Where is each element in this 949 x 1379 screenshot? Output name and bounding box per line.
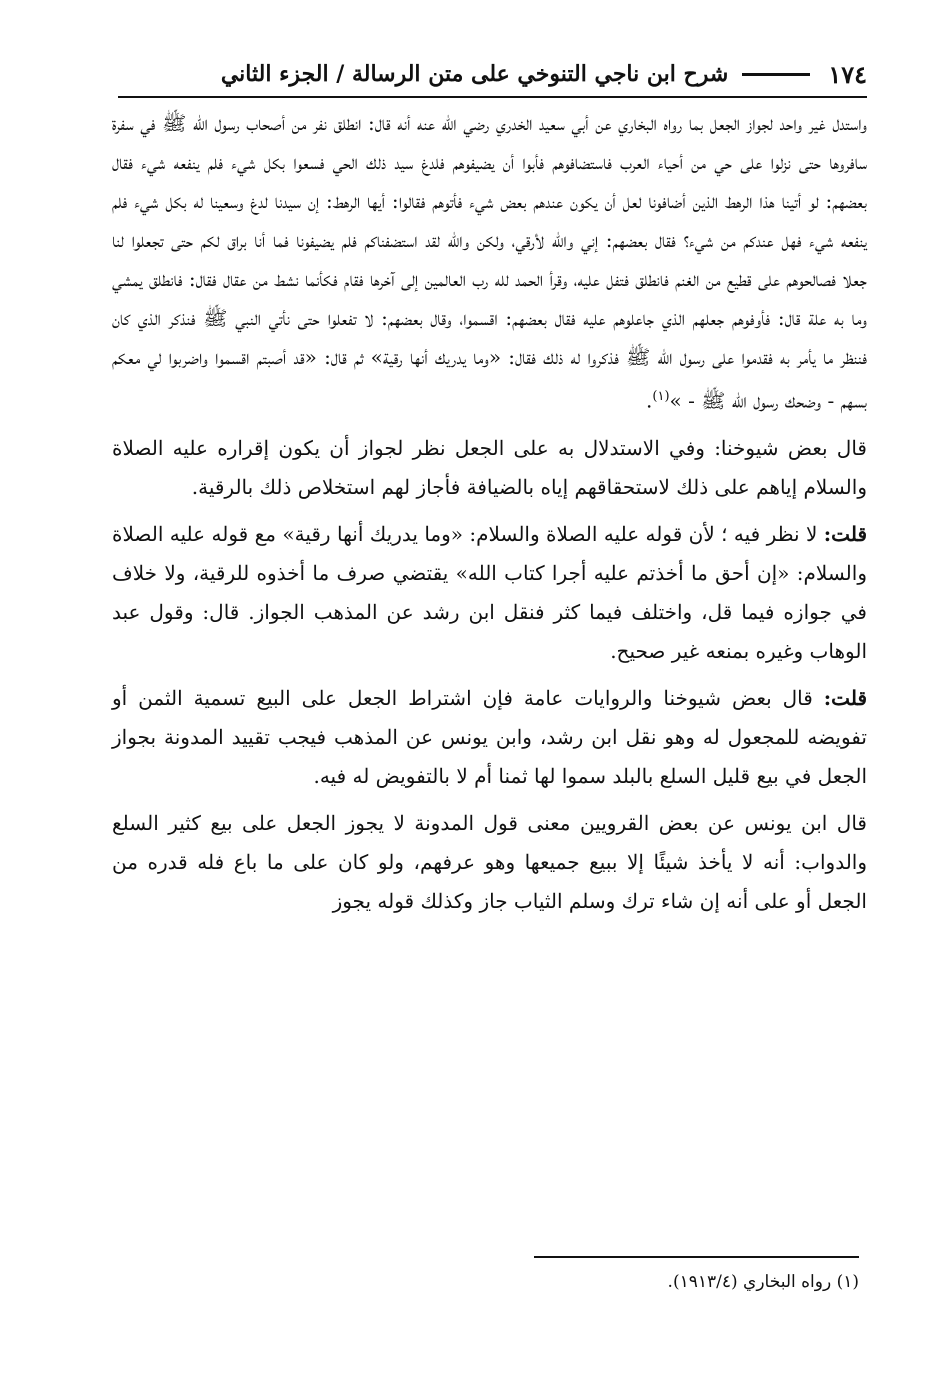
paragraph-text: قال بعض شيوخنا: وفي الاستدلال به على الجعل نظر لجواز أن يكون إقراره عليه الصلاة والسلام إياهم على ذلك لاستحقاقهم إياه بالضيافة فأجاز لهم استخلاص ذلك بالرقية. <box>112 435 867 499</box>
paragraph-text: لا نظر فيه ؛ لأن قوله عليه الصلاة والسلام: «وما يدريك أنها رقية» مع قوله عليه الصلاة والسلام: «إن أحق ما أخذتم عليه أجرا كتاب الله» يقتضي صرف ما أخذوه للرقية، ولا خلاف في جوازه فيما قل، واختلف فيما كثر فنقل ابن رشد عن المذهب الجواز. قال: وقول عبد الوهاب وغيره بمنعه غير صحيح. <box>112 521 867 663</box>
paragraph <box>112 804 867 921</box>
header-decorative-rule <box>742 73 810 76</box>
footnote: (١) رواه البخاري (١٩١٣/٤). <box>667 1272 859 1292</box>
paragraph <box>112 429 867 507</box>
paragraph-tail: . <box>646 388 653 413</box>
paragraph-label: قلت: <box>823 685 867 710</box>
paragraph-text: قال ابن يونس عن بعض القرويين معنى قول المدونة لا يجوز الجعل على بيع كثير السلع والدواب: أنه لا يأخذ شيئًا إلا ببيع جميعها وهو عرفهم، ولو كان على ما باع فله قدره من الجعل أو على أنه إن شاء ترك وسلم الثياب جاز وكذلك قوله يجوز <box>112 810 867 913</box>
paragraph-text: واستدل غير واحد لجواز الجعل بما رواه البخاري عن أبي سعيد الخدري رضي الله عنه أنه قال: انطلق نفر من أصحاب رسول الله ﷺ في سفرة سافروها حتى نزلوا على حي من أحياء العرب فاستضافوهم فأبوا أن يضيفوهم فلدغ سيد ذلك الحي فسعوا بكل شيء فلم ينفعه شيء فقال بعضهم: لو أتينا هذا الرهط الذين أضافونا لعل أن يكون عندهم بعض شيء فأتوهم فقالوا: أيها الرهط: إن سيدنا لدغ وسعينا له بكل شيء فلم ينفعه شيء فهل عندكم من شيء؟ فقال بعضهم: إني والله لأرقي، ولكن والله لقد استضفناكم فلم يضيفونا فما أنا براق لكم حتى تجعلوا لنا جعلا فصالحوهم على قطيع من الغنم فانطلق فتفل عليه، وقرأ الحمد لله رب العالمين إلى آخرها فقام فكأنما نشط من عقال فقال: فانطلق يمشي وما به علة قال: فأوفوهم جعلهم الذي جاعلوهم عليه فقال بعضهم: اقسموا، وقال بعضهم: لا تفعلوا حتى نأتي النبي ﷺ فنذكر الذي كان فننظر ما يأمر به فقدموا على رسول الله ﷺ فذكروا له ذلك فقال: «وما يدريك أنها رقية» ثم قال: «قد أصبتم اقسموا واضربوا لي معكم بسهم - وضحك رسول الله ﷺ - » <box>112 111 867 413</box>
page-number: ١٧٤ <box>828 59 867 89</box>
main-text <box>112 104 867 929</box>
paragraph <box>112 679 867 796</box>
page-header <box>118 52 867 98</box>
paragraph-label: قلت: <box>823 521 867 546</box>
footnote-reference[interactable]: (١) <box>652 389 670 404</box>
paragraph-text: قال بعض شيوخنا والروايات عامة فإن اشتراط الجعل على البيع تسمية الثمن أو تفويضه للمجعول له وهو نقل ابن رشد، وابن يونس عن المذهب فيجب تقييد المدونة بجواز الجعل في بيع قليل السلع بالبلد سموا لها ثمنا أم لا بالتفويض له فيه. <box>112 685 867 788</box>
footnote-divider <box>534 1256 859 1258</box>
paragraph <box>112 515 867 671</box>
paragraph <box>112 104 867 421</box>
running-title: شرح ابن ناجي التنوخي على متن الرسالة / الجزء الثاني <box>220 61 729 87</box>
